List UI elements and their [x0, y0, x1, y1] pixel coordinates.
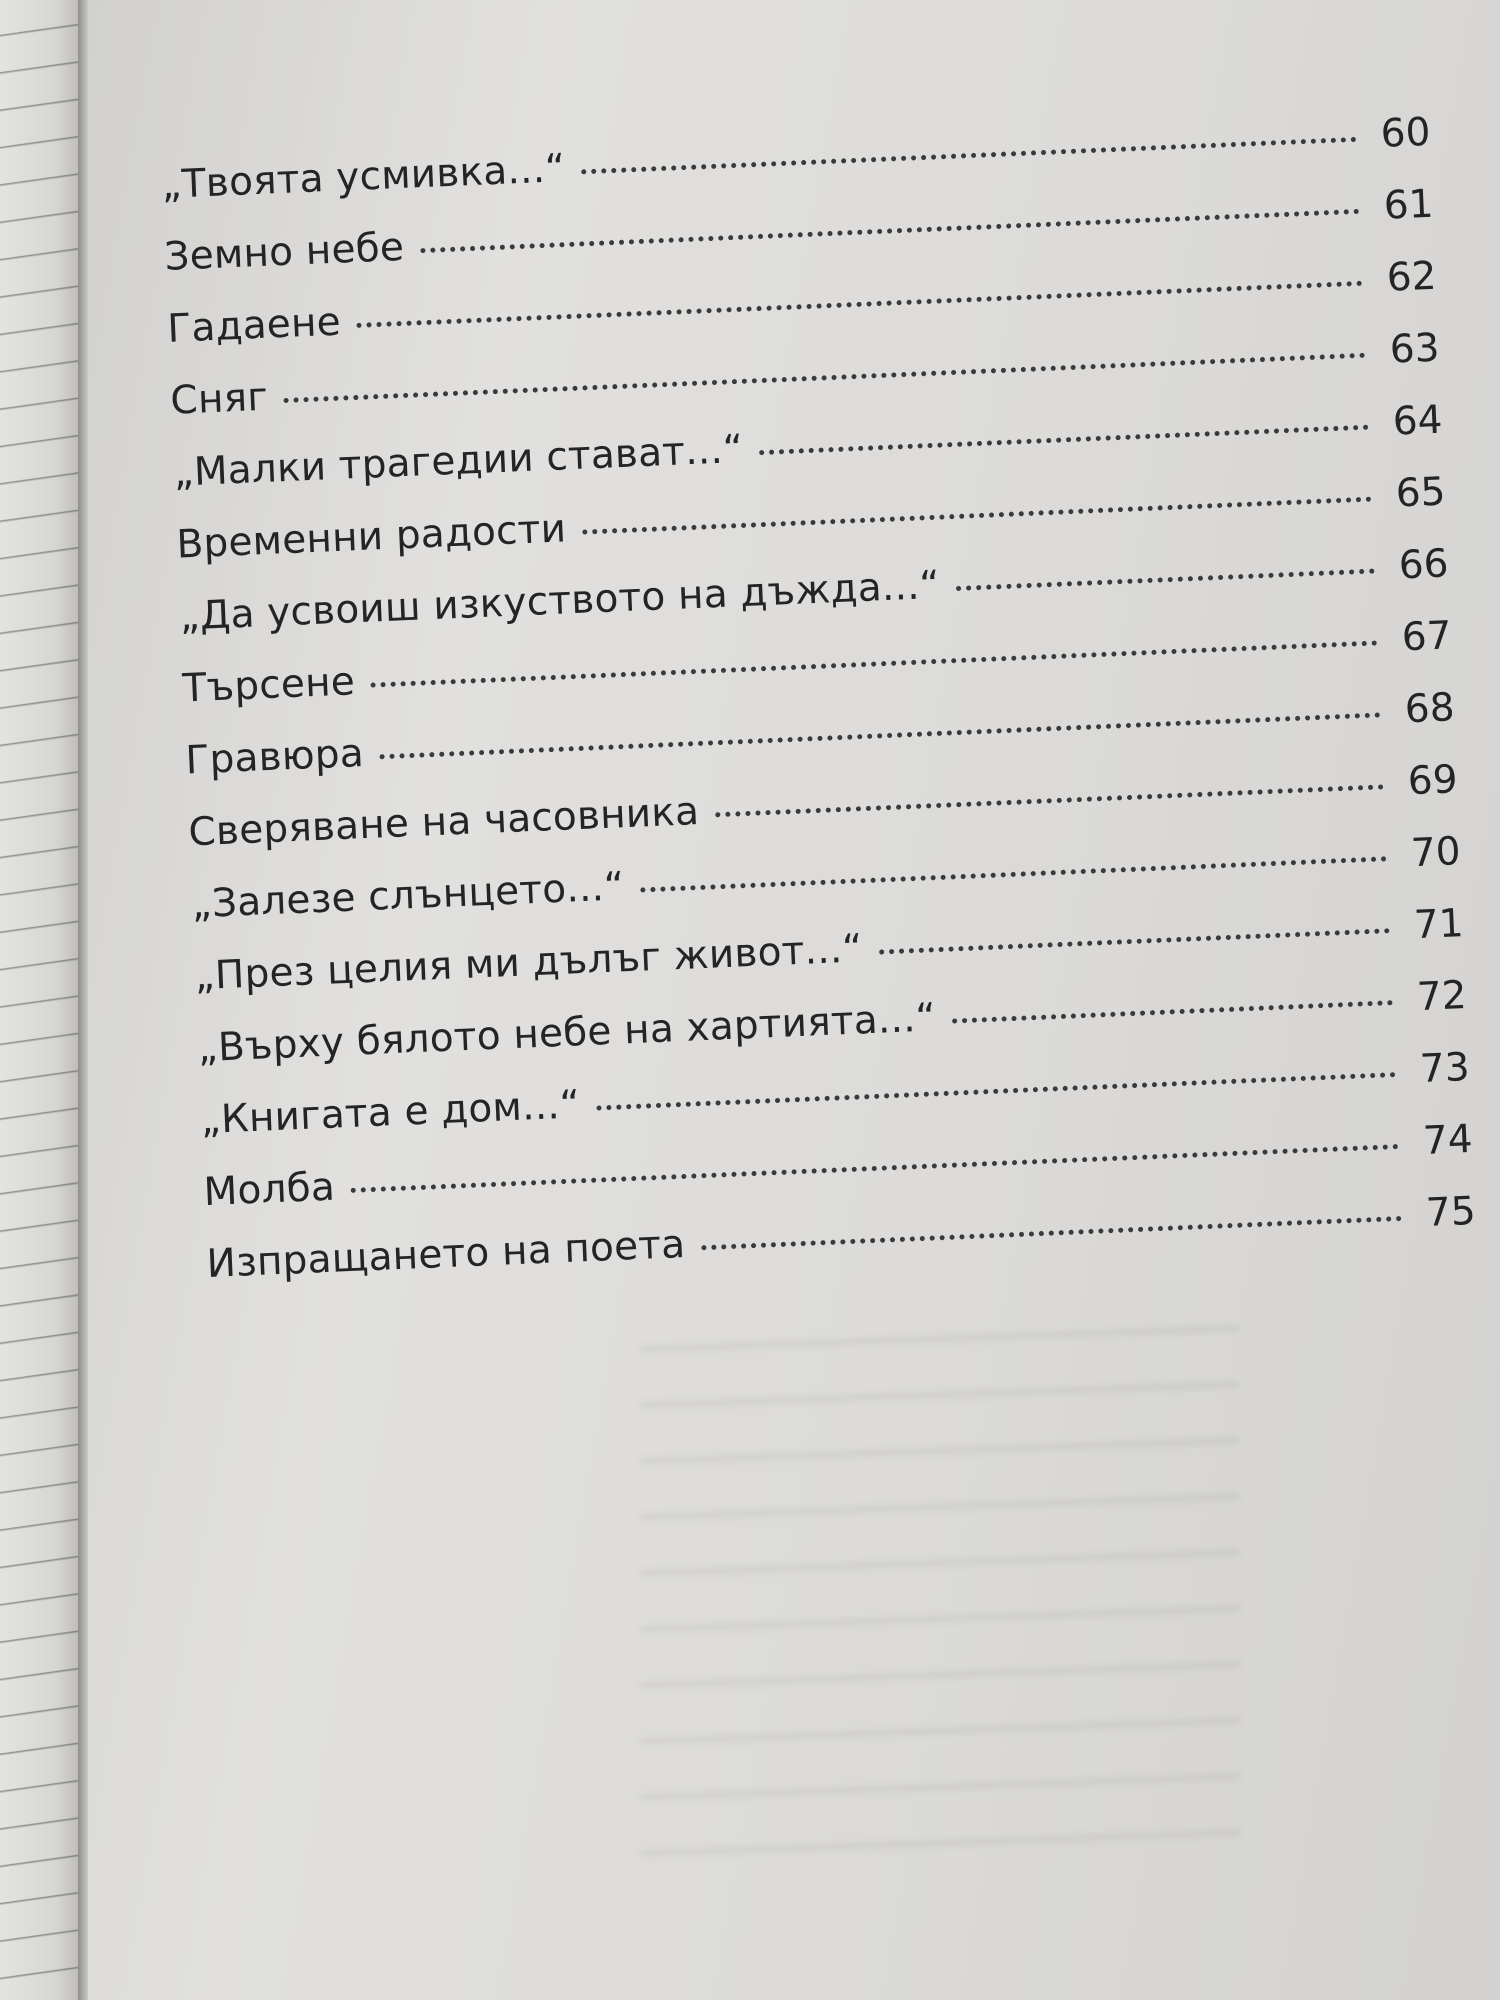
dot-leader	[357, 281, 1363, 328]
toc-entry-page: 60	[1379, 109, 1432, 157]
dot-leader	[380, 712, 1381, 759]
table-of-contents	[160, 97, 1477, 1301]
toc-entry-page: 65	[1394, 469, 1447, 517]
dot-leader	[371, 640, 1378, 687]
dot-leader	[879, 928, 1390, 954]
page-edges	[0, 0, 80, 2000]
toc-entry-title: „Да усвоиш изкуството на дъжда...“	[178, 562, 941, 640]
toc-entry-title: Временни радости	[175, 506, 568, 568]
toc-entry-page: 66	[1397, 541, 1450, 589]
toc-entry-page: 74	[1422, 1116, 1474, 1164]
toc-entry-title: Търсене	[181, 659, 356, 712]
toc-entry-title: Гравюра	[184, 731, 365, 784]
toc-entry-title: „Малки трагедии стават...“	[172, 426, 745, 496]
dot-leader	[596, 1072, 1396, 1111]
toc-entry-page: 62	[1385, 253, 1438, 301]
toc-entry-page: 71	[1412, 901, 1465, 949]
dot-leader	[582, 497, 1372, 535]
dot-leader	[420, 209, 1360, 253]
toc-entry-page: 68	[1403, 685, 1456, 733]
toc-entry-title: Сверяване на часовника	[187, 789, 701, 856]
toc-entry-title: Гадаене	[166, 299, 342, 352]
dot-leader	[759, 425, 1369, 456]
toc-entry-title: „Твоята усмивка...“	[160, 146, 567, 208]
dot-leader	[640, 856, 1386, 892]
toc-entry-title: „Книгата е дом...“	[199, 1082, 582, 1144]
toc-entry-title: Изпращането на поета	[205, 1221, 687, 1288]
toc-entry-page: 75	[1425, 1188, 1477, 1236]
toc-entry-title: Сняг	[169, 374, 269, 424]
toc-entry-page: 67	[1400, 613, 1453, 661]
dot-leader	[956, 569, 1375, 592]
toc-entry-page: 61	[1382, 181, 1435, 229]
book-gutter	[78, 0, 88, 2000]
toc-entry-page: 70	[1409, 829, 1462, 877]
toc-entry-title: Земно небе	[163, 224, 405, 280]
toc-entry-page: 73	[1419, 1044, 1471, 1093]
show-through-text	[640, 1300, 1240, 1860]
toc-entry-page: 72	[1416, 973, 1468, 1021]
dot-leader	[701, 1216, 1402, 1250]
dot-leader	[581, 137, 1356, 174]
toc-entry-title: „Залезе слънцето...“	[190, 864, 626, 928]
toc-entry-title: Молба	[202, 1164, 336, 1216]
toc-entry-page: 64	[1391, 397, 1444, 445]
dot-leader	[715, 784, 1384, 817]
dot-leader	[952, 1000, 1393, 1023]
toc-entry-title: „През целия ми дълъг живот...“	[193, 926, 864, 1000]
toc-entry-page: 63	[1388, 325, 1441, 373]
toc-entry-page: 69	[1406, 757, 1459, 805]
toc-entry-title: „Върху бялото небе на хартията...“	[196, 995, 937, 1072]
